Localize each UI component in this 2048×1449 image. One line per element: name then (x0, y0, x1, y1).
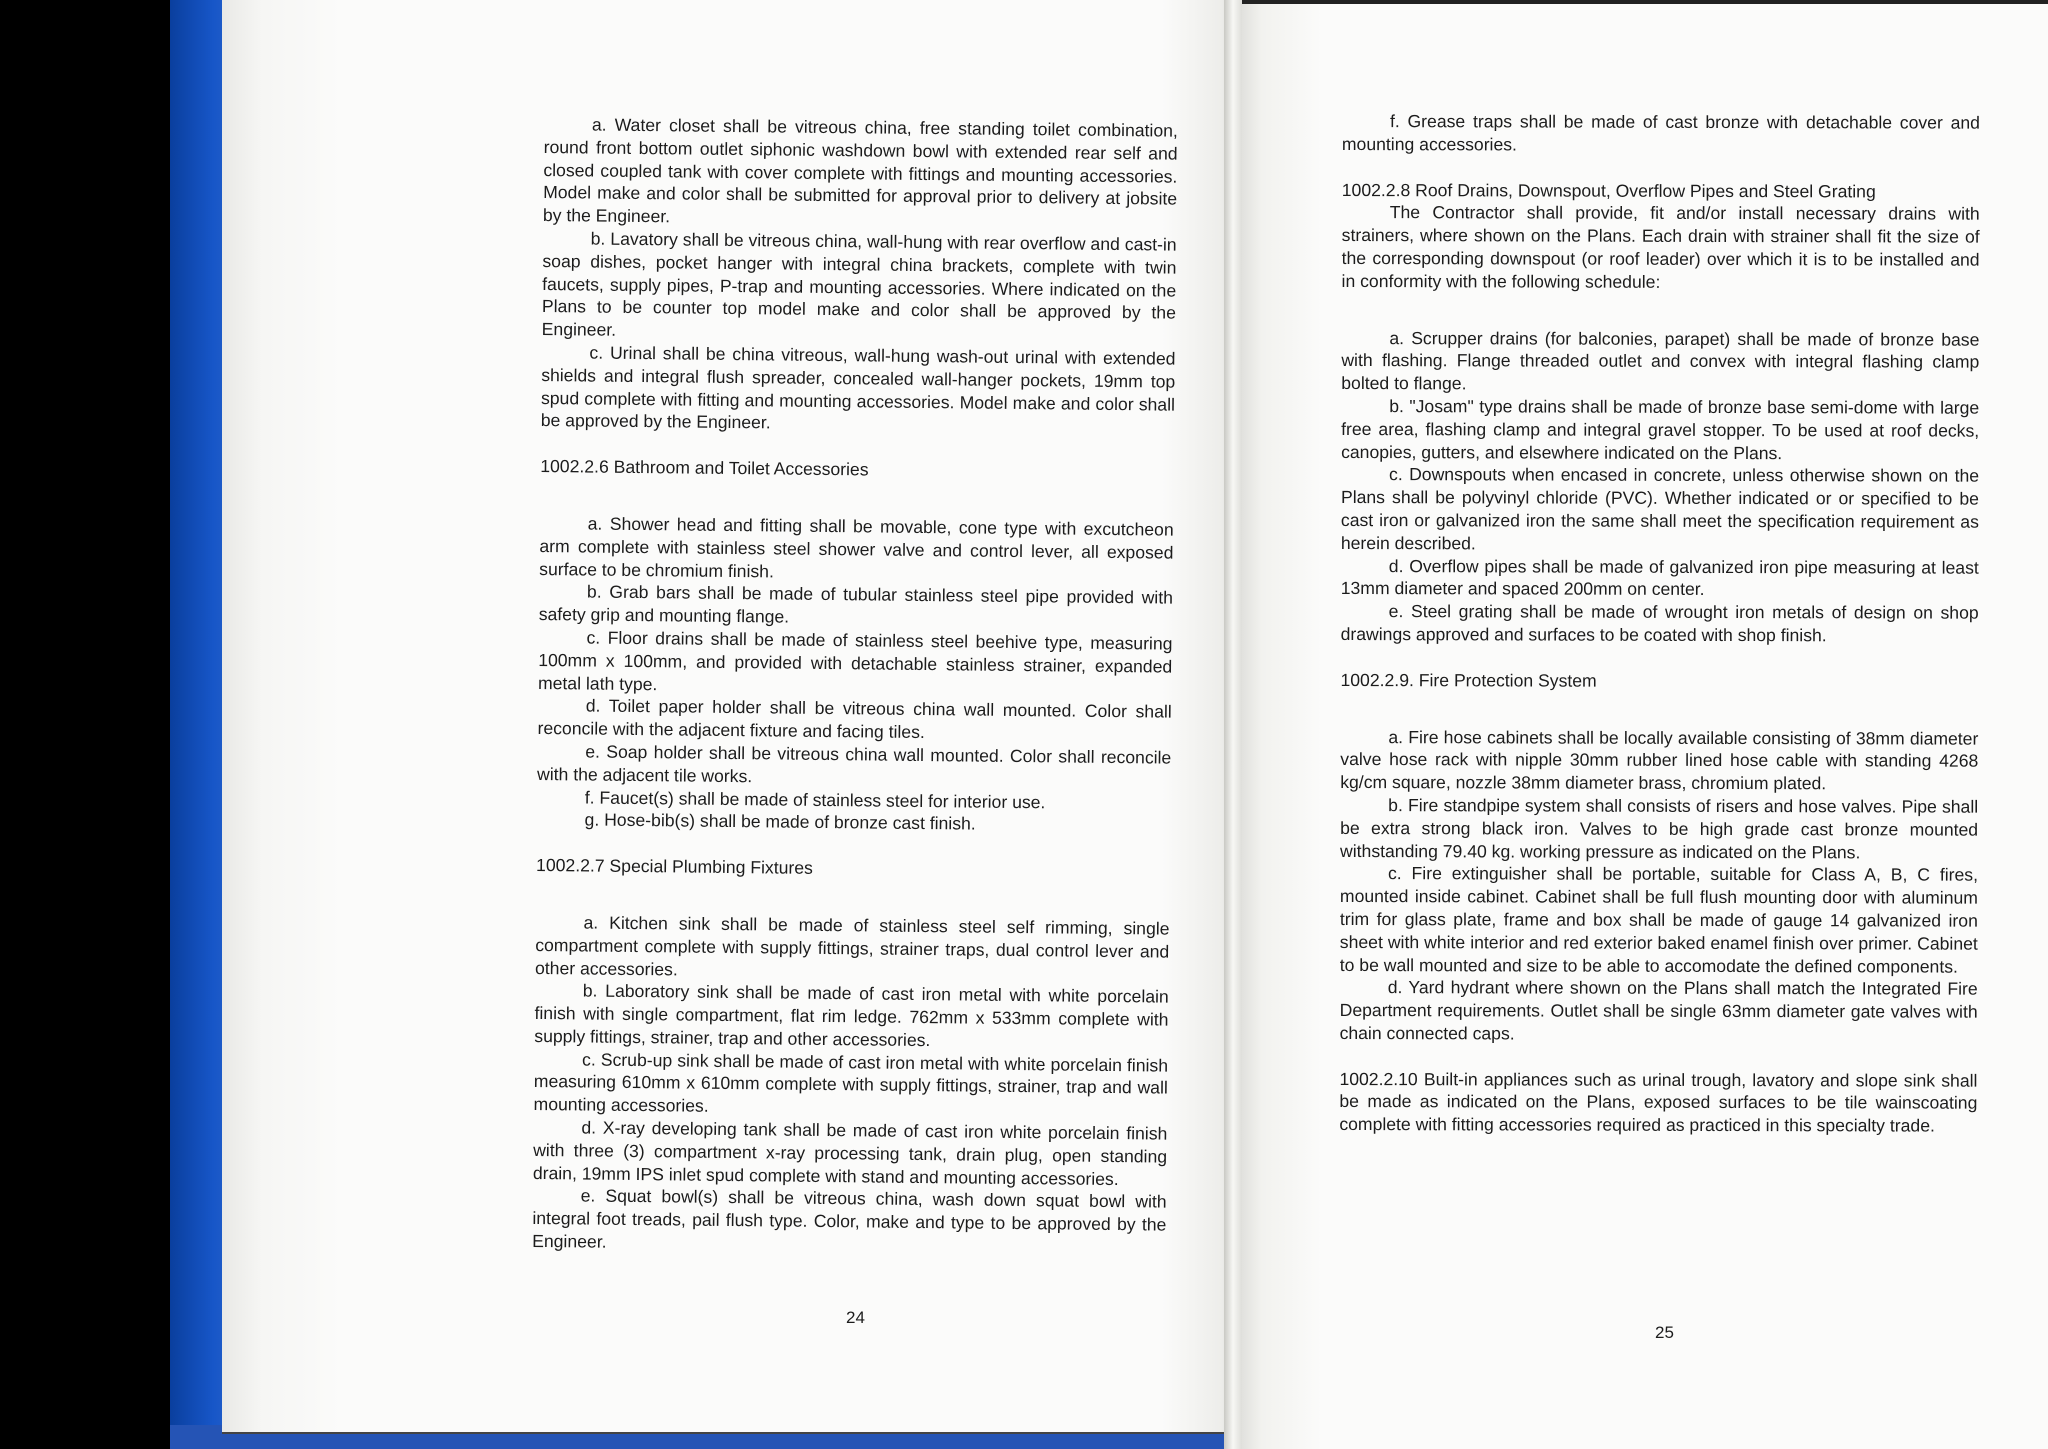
overflow-pipes-paragraph: d. Overflow pipes shall be made of galvanized iron pipe measuring at least 13mm diameter and spaced 200mm on center. (1340, 555, 1979, 600)
floor-drains-paragraph: c. Floor drains shall be made of stainless steel beehive type, measuring 100mm x 100mm, and provided with detachable stainless strainer, expanded metal lath type. (537, 627, 1173, 694)
book-spine (1224, 0, 1242, 1449)
scrub-up-sink-paragraph: c. Scrub-up sink shall be made of cast iron metal with white porcelain finish measuring 610mm x 610mm complete with supply fittings, strainer, trap and wall mounting accessories. (533, 1049, 1169, 1117)
fire-standpipe-paragraph: b. Fire standpipe system shall consists of risers and hose valves. Pipe shall be extra strong black iron. Valves to be high grade cast bronze mounted withstanding 79.40 kg. working pressure as indicated on the Plans. (1340, 795, 1979, 862)
section-heading-bathroom-accessories: 1002.2.6 Bathroom and Toilet Accessories (540, 456, 869, 480)
urinal-paragraph: c. Urinal shall be china vitreous, wall-hung wash-out urinal with extended shields and integral flush spreader, concealed wall-hanger pockets, 19mm top spud complete with fitting and mounting accessories. Model make and color shall be approved by the Engineer. (540, 342, 1176, 433)
x-ray-tank-paragraph: d. X-ray developing tank shall be made of cast iron white porcelain finish with three (3) compartment x-ray processing tank, drain plug, open standing drain, 19mm IPS inlet spud complete with stand and mounting accessories. (532, 1117, 1168, 1189)
lavatory-paragraph: b. Lavatory shall be vitreous china, wall-hung with rear overflow and cast-in soap dishes, pocket hanger with integral china brackets, complete with twin faucets, supply pipes, P-trap and mounting accessories. Where indicated on the Plans to be counter top model make and color shall be approved by the Engineer. (541, 228, 1177, 340)
section-heading-roof-drains: 1002.2.8 Roof Drains, Downspout, Overflow Pipes and Steel Grating (1341, 179, 1876, 201)
hose-bib-paragraph: g. Hose-bib(s) shall be made of bronze cast finish. (584, 809, 976, 834)
faucet-paragraph: f. Faucet(s) shall be made of stainless steel for interior use. (584, 786, 1046, 812)
josam-drains-paragraph: b. "Josam" type drains shall be made of bronze base semi-dome with large free area, flashing clamp and integral gravel stopper. To be used at roof decks, canopies, gutters, and elsewhere indicated on the Plans. (1341, 396, 1980, 463)
fire-extinguisher-paragraph: c. Fire extinguisher shall be portable, suitable for Class A, B, C fires, mounted inside cabinet. Cabinet shall be full flush mounting door with aluminum trim for glass plate, frame and box shall be made of gauge 14 galvanized iron sheet with white interior and red exterior baked enamel finish over primer. Cabinet to be wall mounted and size to be able to accomodate the defined components. (1339, 863, 1979, 977)
page-number-right: 25 (1655, 1323, 1674, 1342)
roof-drains-intro-paragraph: The Contractor shall provide, fit and/or install necessary drains with strainers, where shown on the Plans. Each drain with strainer shall fit the size of the corresponding downspout (or roof leader) over which it is to be installed and in conformity with the following schedule: (1341, 202, 1980, 292)
scrupper-drains-paragraph: a. Scrupper drains (for balconies, parapet) shall be made of bronze base with flashing. Flange threaded outlet and convex with integral flashing clamp bolted to flange. (1341, 327, 1980, 394)
steel-grating-paragraph: e. Steel grating shall be made of wrought iron metals of design on shop drawings approved and surfaces to be coated with shop finish. (1340, 601, 1979, 646)
left-page-text (532, 113, 1178, 1259)
yard-hydrant-paragraph: d. Yard hydrant where shown on the Plans shall match the Integrated Fire Department requirements. Outlet shall be single 63mm diameter gate valves with chain connected caps. (1339, 977, 1978, 1044)
downspouts-paragraph: c. Downspouts when encased in concrete, unless otherwise shown on the Plans shall be polyvinyl chloride (PVC). Whether indicated or or specified to be cast iron or galvanized iron the same shall meet the specification requirement as herein described. (1340, 464, 1980, 554)
shower-head-paragraph: a. Shower head and fitting shall be movable, cone type with excutcheon arm complete with stainless steel shower valve and control lever, all exposed surface to be chromium finish. (539, 513, 1174, 581)
kitchen-sink-paragraph: a. Kitchen sink shall be made of stainless steel self rimming, single compartment complete with supply fittings, strainer traps, dual control lever and other accessories. (534, 912, 1170, 979)
squat-bowl-paragraph: e. Squat bowl(s) shall be vitreous china, wash down squat bowl with integral foot treads, pail flush type. Color, make and type to be approved by the Engineer. (532, 1185, 1167, 1252)
fire-hose-cabinets-paragraph: a. Fire hose cabinets shall be locally available consisting of 38mm diameter valve hose rack with nipple 30mm rubber lined hose cable with standing 4268 kg/cm square, nozzle 38mm diameter brass, chromium plated. (1340, 726, 1979, 794)
scan-top-edge (1232, 0, 2048, 4)
laboratory-sink-paragraph: b. Laboratory sink shall be made of cast iron metal with white porcelain finish with single compartment, flat rim ledge. 762mm x 533mm complete with supply fittings, strainer, trap and other accessories. (534, 980, 1169, 1050)
grease-traps-paragraph: f. Grease traps shall be made of cast bronze with detachable cover and mounting accessories. (1341, 111, 1980, 155)
section-heading-special-plumbing: 1002.2.7 Special Plumbing Fixtures (536, 855, 813, 878)
built-in-appliances-paragraph: 1002.2.10 Built-in appliances such as urinal trough, lavatory and slope sink shall be made as indicated on the Plans, exposed surfaces to be tile wainscoating complete with fitting accessories required as practiced in this specialty trade. (1339, 1068, 1978, 1136)
soap-holder-paragraph: e. Soap holder shall be vitreous china wall mounted. Color shall reconcile with the adjacent tile works. (536, 741, 1172, 786)
section-heading-fire-protection: 1002.2.9. Fire Protection System (1340, 669, 1597, 691)
page-number-left: 24 (846, 1308, 865, 1327)
toilet-paper-holder-paragraph: d. Toilet paper holder shall be vitreous china wall mounted. Color shall reconcile with the adjacent fixture and facing tiles. (537, 695, 1172, 743)
water-closet-paragraph: a. Water closet shall be vitreous china, free standing toilet combination, round front bottom outlet siphonic washdown bowl with extended rear self and closed coupled tank with cover complete with fittings and mounting accessories. Model make and color shall be submitted for approval prior to delivery at jobsite by the Engineer. (542, 114, 1178, 227)
grab-bars-paragraph: b. Grab bars shall be made of tubular stainless steel pipe provided with safety grip and mounting flange. (538, 581, 1174, 627)
right-page-text (1339, 110, 1980, 1138)
